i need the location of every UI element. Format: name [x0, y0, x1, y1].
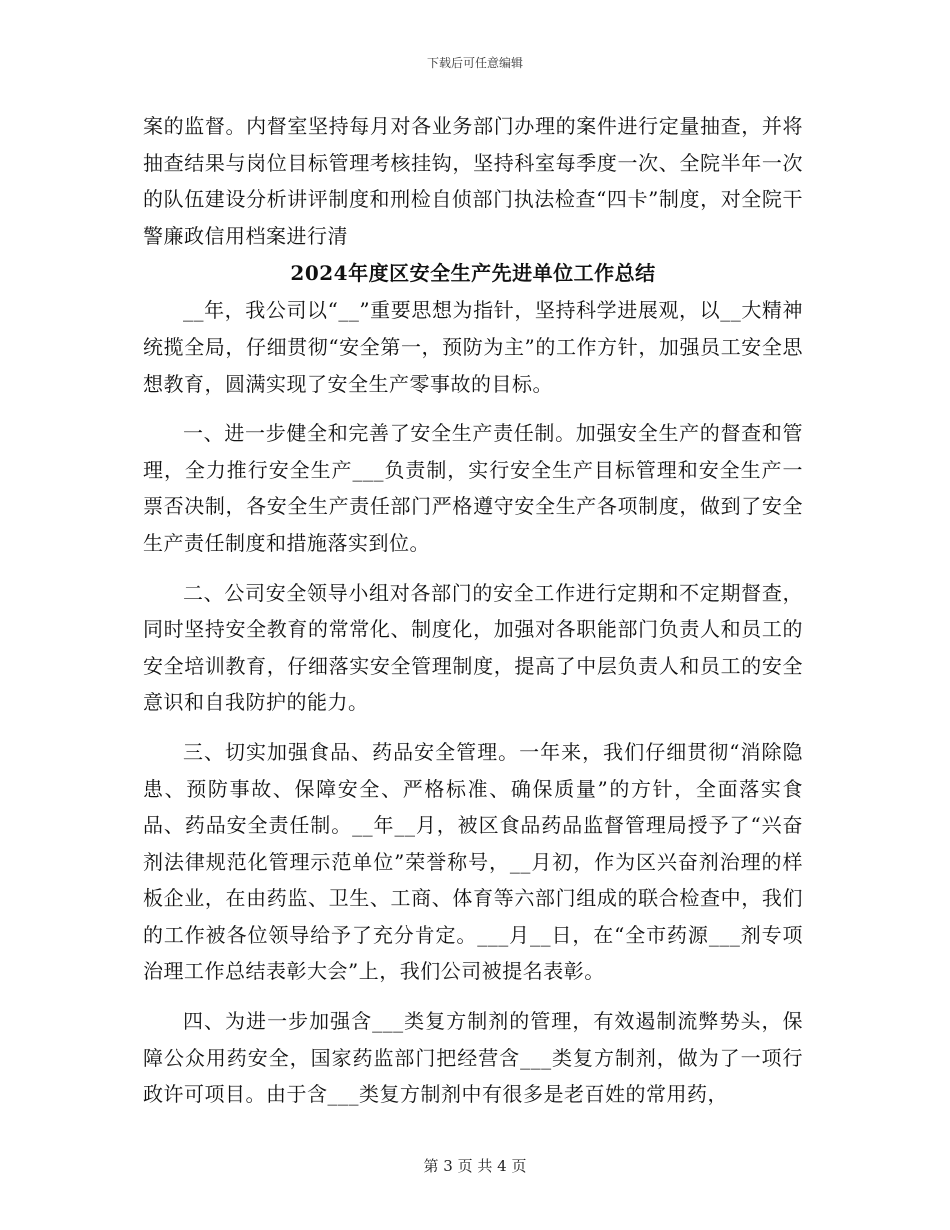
document-title: 2024年度区安全生产先进单位工作总结	[290, 261, 656, 286]
header-note: 下载后可任意编辑	[426, 56, 523, 70]
paragraph-section-4: 四、为进一步加强含___类复方制剂的管理，有效遏制流弊势头，保障公众用药安全，国家药监部门把经营含___类复方制剂，做为了一项行政许可项目。由于含___类复方制剂中有很多是老百姓的常用药，	[143, 1009, 803, 1107]
lead-paragraph: 案的监督。内督室坚持每月对各业务部门办理的案件进行定量抽查，并将抽查结果与岗位目标管理考核挂钩，坚持科室每季度一次、全院半年一次的队伍建设分析讲评制度和刑检自侦部门执法检查“四卡”制度，对全院干警廉政信用档案进行清	[143, 114, 803, 248]
paragraph-intro: __年，我公司以“__”重要思想为指针，坚持科学进展观，以__大精神统揽全局，仔细贯彻“安全第一，预防为主”的工作方针，加强员工安全思想教育，圆满实现了安全生产零事故的目标。	[143, 298, 803, 396]
document-body	[143, 108, 803, 1113]
paragraph-section-3: 三、切实加强食品、药品安全管理。一年来，我们仔细贯彻“消除隐患、预防事故、保障安全、严格标准、确保质量”的方针，全面落实食品、药品安全责任制。__年__月，被区食品药品监督管理局授予了“兴奋剂法律规范化管理示范单位”荣誉称号，__月初，作为区兴奋剂治理的样板企业，在由药监、卫生、工商、体育等六部门组成的联合检查中，我们的工作被各位领导给予了充分肯定。___月__日，在“全市药源___剂专项治理工作总结表彰大会”上，我们公司被提名表彰。	[143, 739, 803, 984]
page-footer: 第 3 页 共 4 页	[423, 1157, 527, 1175]
paragraph-section-2: 二、公司安全领导小组对各部门的安全工作进行定期和不定期督查，同时坚持安全教育的常常化、制度化，加强对各职能部门负责人和员工的安全培训教育，仔细落实安全管理制度，提高了中层负责人和员工的安全意识和自我防护的能力。	[143, 580, 803, 715]
paragraph-section-1: 一、进一步健全和完善了安全生产责任制。加强安全生产的督查和管理，全力推行安全生产___负责制，实行安全生产目标管理和安全生产一票否决制，各安全生产责任部门严格遵守安全生产各项制度，做到了安全生产责任制度和措施落实到位。	[143, 421, 803, 555]
